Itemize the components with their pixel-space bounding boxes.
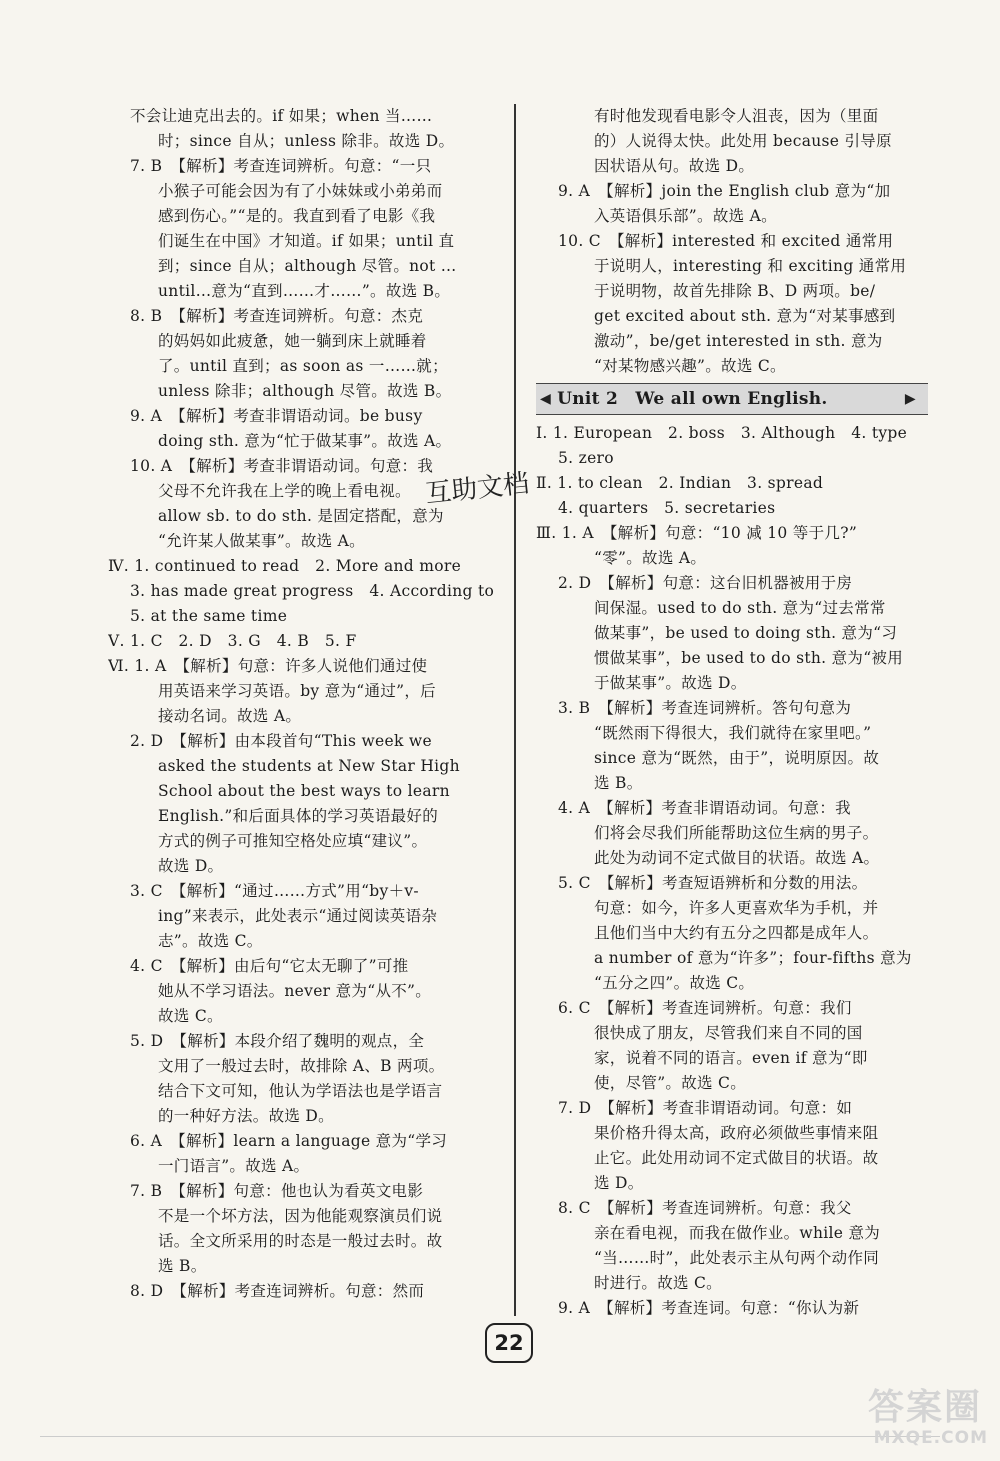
right-column-top-block xyxy=(536,104,928,379)
text-line: “当……时”，此处表示主从句两个动作同 xyxy=(594,1249,880,1267)
text-line: 的妈妈如此疲惫，她一躺到床上就睡着 xyxy=(158,332,427,350)
text-line: 3. has made great progress 4. According to xyxy=(130,582,495,600)
text-line: 于说明物，故首先排除 B、D 两项。be/ xyxy=(594,282,876,300)
text-line: 方式的例子可推知空格处应填“建议”。 xyxy=(158,832,428,850)
text-line: 她从不学习语法。never 意为“从不”。 xyxy=(158,982,432,1000)
text-line: 故选 C。 xyxy=(158,1007,223,1025)
text-line: 到；since 自从；although 尽管。not … xyxy=(158,257,457,275)
right-column xyxy=(536,104,928,1321)
text-line: 3. C 【解析】“通过……方式”用“by＋v- xyxy=(130,882,419,900)
text-line: 文用了一般过去时，故排除 A、B 两项。 xyxy=(158,1057,445,1075)
text-line: 于做某事”。故选 D。 xyxy=(594,674,747,692)
text-line: 果价格升得太高，政府必须做些事情来阻 xyxy=(594,1124,879,1142)
page-number: 22 xyxy=(485,1323,533,1363)
text-line: 结合下文可知，他认为学语法也是学语言 xyxy=(158,1082,443,1100)
text-line: 不会让迪克出去的。if 如果；when 当…… xyxy=(130,107,433,125)
text-line: 志”。故选 C。 xyxy=(158,932,263,950)
text-line: 9. A 【解析】考查连词。句意：“你认为新 xyxy=(558,1299,860,1317)
text-line: “零”。故选 A。 xyxy=(594,549,707,567)
text-line: 家，说着不同的语言。even if 意为“即 xyxy=(594,1049,868,1067)
text-line: Ⅳ. 1. continued to read 2. More and more xyxy=(108,557,462,575)
text-line: doing sth. 意为“忙于做某事”。故选 A。 xyxy=(158,432,452,450)
text-line: 因状语从句。故选 D。 xyxy=(594,157,755,175)
column-divider xyxy=(514,104,516,1316)
watermark-url: MXQE.COM xyxy=(873,1428,988,1448)
text-line: 8. B 【解析】考查连词辨析。句意：杰克 xyxy=(130,307,424,325)
text-line: 7. B 【解析】句意：他也认为看英文电影 xyxy=(130,1182,424,1200)
text-line: 间保湿。used to do sth. 意为“过去常常 xyxy=(594,599,886,617)
text-line: 小猴子可能会因为有了小妹妹或小弟弟而 xyxy=(158,182,443,200)
text-line: 用英语来学习英语。by 意为“通过”，后 xyxy=(158,682,436,700)
unit-title: Unit 2 We all own English. xyxy=(557,388,828,409)
text-line: a number of 意为“许多”；four-fifths 意为 xyxy=(594,949,912,967)
handwritten-note: 互助文档 xyxy=(423,468,531,510)
text-line: 故选 D。 xyxy=(158,857,224,875)
text-line: 10. C 【解析】interested 和 excited 通常用 xyxy=(558,232,894,250)
text-line: 5. D 【解析】本段介绍了魏明的观点，全 xyxy=(130,1032,425,1050)
text-line: 的一种好方法。故选 D。 xyxy=(158,1107,334,1125)
text-line: 4. C 【解析】由后句“它太无聊了”可推 xyxy=(130,957,409,975)
text-line: 不是一个坏方法，因为他能观察演员们说 xyxy=(158,1207,443,1225)
text-line: 5. C 【解析】考查短语辨析和分数的用法。 xyxy=(558,874,868,892)
text-line: 了。until 直到；as soon as 一……就； xyxy=(158,357,448,375)
text-line: 6. C 【解析】考查连词辨析。句意：我们 xyxy=(558,999,852,1017)
text-line: 6. A 【解析】learn a language 意为“学习 xyxy=(130,1132,448,1150)
text-line: 9. A 【解析】考查非谓语动词。be busy xyxy=(130,407,423,425)
text-line: 9. A 【解析】join the English club 意为“加 xyxy=(558,182,891,200)
text-line: 感到伤心。”“是的。我直到看了电影《我 xyxy=(158,207,436,225)
text-line: Ⅴ. 1. C 2. D 3. G 4. B 5. F xyxy=(108,632,357,650)
text-line: 激动”，be/get interested in sth. 意为 xyxy=(594,332,883,350)
text-line: 8. D 【解析】考查连词辨析。句意：然而 xyxy=(130,1282,425,1300)
text-line: get excited about sth. 意为“对某事感到 xyxy=(594,307,896,325)
text-line: 使，尽管”。故选 C。 xyxy=(594,1074,747,1092)
text-line: “五分之四”。故选 C。 xyxy=(594,974,755,992)
text-line: Ⅲ. 1. A 【解析】句意：“10 减 10 等于几?” xyxy=(536,524,858,542)
text-line: 5. at the same time xyxy=(130,607,288,625)
text-line: 惯做某事”，be used to do sth. 意为“被用 xyxy=(594,649,904,667)
text-line: 父母不允许我在上学的晚上看电视。 xyxy=(158,482,411,500)
text-line: 很快成了朋友，尽管我们来自不同的国 xyxy=(594,1024,863,1042)
text-line: 时；since 自从；unless 除非。故选 D。 xyxy=(158,132,455,150)
text-line: 5. zero xyxy=(558,449,614,467)
text-line: until…意为“直到……才……”。故选 B。 xyxy=(158,282,451,300)
text-line: 此处为动词不定式做目的状语。故选 A。 xyxy=(594,849,880,867)
text-line: 时进行。故选 C。 xyxy=(594,1274,722,1292)
text-line: 有时他发现看电影令人沮丧，因为（里面 xyxy=(594,107,879,125)
watermark-logo xyxy=(868,1388,994,1456)
text-line: English.”和后面具体的学习英语最好的 xyxy=(158,807,439,825)
right-column-bottom-block xyxy=(536,421,928,1321)
text-line: School about the best ways to learn xyxy=(158,782,450,800)
left-arrow-icon: ◀ xyxy=(540,390,552,407)
text-line: 8. C 【解析】考查连词辨析。句意：我父 xyxy=(558,1199,852,1217)
text-line: 接动名词。故选 A。 xyxy=(158,707,302,725)
text-line: 7. B 【解析】考查连词辨析。句意：“一只 xyxy=(130,157,432,175)
text-line: “既然雨下得很大，我们就待在家里吧。” xyxy=(594,724,872,742)
text-line: 4. quarters 5. secretaries xyxy=(558,499,776,517)
text-line: 一门语言”。故选 A。 xyxy=(158,1157,310,1175)
text-line: Ⅵ. 1. A 【解析】句意：许多人说他们通过使 xyxy=(108,657,428,675)
text-line: allow sb. to do sth. 是固定搭配，意为 xyxy=(158,507,444,525)
text-line: 2. D 【解析】句意：这台旧机器被用于房 xyxy=(558,574,853,592)
text-line: unless 除非；although 尽管。故选 B。 xyxy=(158,382,452,400)
text-line: ing”来表示，此处表示“通过阅读英语杂 xyxy=(158,907,438,925)
text-line: 选 D。 xyxy=(594,1174,644,1192)
text-line: 10. A 【解析】考查非谓语动词。句意：我 xyxy=(130,457,434,475)
text-line: Ⅰ. 1. European 2. boss 3. Although 4. type xyxy=(536,424,908,442)
text-line: 选 B。 xyxy=(158,1257,207,1275)
text-line: 们将会尽我们所能帮助这位生病的男子。 xyxy=(594,824,879,842)
text-line: 于说明人，interesting 和 exciting 通常用 xyxy=(594,257,907,275)
text-line: 4. A 【解析】考查非谓语动词。句意：我 xyxy=(558,799,851,817)
left-column xyxy=(108,104,498,1304)
bottom-rule xyxy=(40,1436,940,1437)
text-line: “对某物感兴趣”。故选 C。 xyxy=(594,357,786,375)
text-line: 3. B 【解析】考查连词辨析。答句句意为 xyxy=(558,699,852,717)
text-line: 的）人说得太快。此处用 because 引导原 xyxy=(594,132,892,150)
text-line: 做某事”，be used to doing sth. 意为“习 xyxy=(594,624,898,642)
text-line: 止它。此处用动词不定式做目的状语。故 xyxy=(594,1149,879,1167)
text-line: since 意为“既然，由于”，说明原因。故 xyxy=(594,749,880,767)
text-line: “允许某人做某事”。故选 A。 xyxy=(158,532,365,550)
text-line: 入英语俱乐部”。故选 A。 xyxy=(594,207,777,225)
text-line: 句意：如今，许多人更喜欢华为手机，并 xyxy=(594,899,879,917)
text-line: 7. D 【解析】考查非谓语动词。句意：如 xyxy=(558,1099,853,1117)
watermark-text: 答案圈 xyxy=(868,1387,983,1428)
text-line: 选 B。 xyxy=(594,774,643,792)
text-line: 话。全文所采用的时态是一般过去时。故 xyxy=(158,1232,443,1250)
text-line: 亲在看电视，而我在做作业。while 意为 xyxy=(594,1224,881,1242)
text-line: Ⅱ. 1. to clean 2. Indian 3. spread xyxy=(536,474,824,492)
right-arrow-icon: ▶ xyxy=(904,390,916,407)
unit-header xyxy=(536,383,928,415)
text-line: 2. D 【解析】由本段首句“This week we xyxy=(130,732,432,750)
text-line: 且他们当中大约有五分之四都是成年人。 xyxy=(594,924,879,942)
text-line: 们诞生在中国》才知道。if 如果；until 直 xyxy=(158,232,455,250)
text-line: asked the students at New Star High xyxy=(158,757,460,775)
